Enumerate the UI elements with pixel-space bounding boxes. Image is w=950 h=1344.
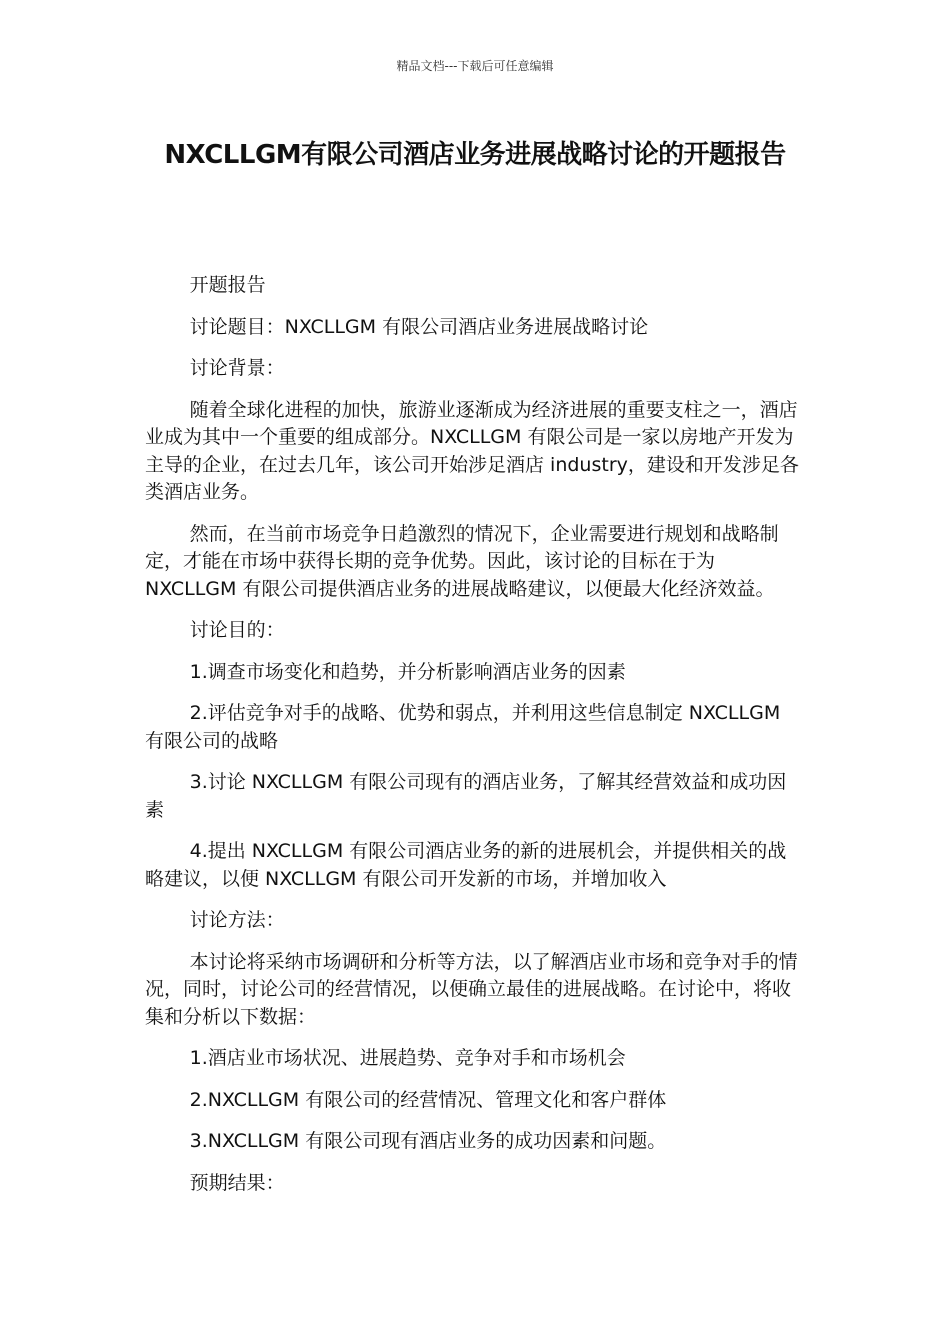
topic-line: 讨论题目：NXCLLGM 有限公司酒店业务进展战略讨论 — [189, 315, 649, 338]
purpose-item-4: 4.提出 NXCLLGM 有限公司酒店业务的新的进展机会，并提供相关的战略建议，以便 NXCLLGM 有限公司开发新的市场，并增加收入 — [145, 840, 787, 890]
page-header-note: 精品文档---下载后可任意编辑 — [396, 59, 554, 73]
section-heading-background: 讨论背景： — [189, 357, 285, 379]
purpose-item-2: 2.评估竞争对手的战略、优势和弱点，并利用这些信息制定 NXCLLGM 有限公司的战略 — [145, 702, 781, 752]
section-heading-method: 讨论方法： — [189, 909, 285, 931]
section-heading-proposal: 开题报告 — [189, 274, 266, 296]
purpose-item-3: 3.讨论 NXCLLGM 有限公司现有的酒店业务，了解其经营效益和成功因素 — [145, 771, 787, 821]
document-body — [145, 272, 801, 1211]
section-heading-expected-results: 预期结果： — [189, 1171, 285, 1194]
method-paragraph: 本讨论将采纳市场调研和分析等方法，以了解酒店业市场和竞争对手的情况，同时，讨论公司的经营情况，以便确立最佳的进展战略。在讨论中，将收集和分析以下数据： — [145, 950, 798, 1028]
purpose-item-1: 1.调查市场变化和趋势，并分析影响酒店业务的因素 — [189, 660, 626, 683]
background-paragraph-2: 然而，在当前市场竞争日趋激烈的情况下，企业需要进行规划和战略制定，才能在市场中获得长期的竞争优势。因此，该讨论的目标在于为 NXCLLGM 有限公司提供酒店业务的进展战略建议，以便最大化经济效益。 — [145, 522, 779, 600]
section-heading-purpose: 讨论目的： — [189, 619, 285, 641]
method-item-1: 1.酒店业市场状况、进展趋势、竞争对手和市场机会 — [189, 1047, 626, 1069]
background-paragraph-1: 随着全球化进程的加快，旅游业逐渐成为经济进展的重要支柱之一，酒店业成为其中一个重要的组成部分。NXCLLGM 有限公司是一家以房地产开发为主导的企业，在过去几年，该公司开始涉足酒店 industry，建设和开发涉足各类酒店业务。 — [145, 398, 799, 503]
method-item-2: 2.NXCLLGM 有限公司的经营情况、管理文化和客户群体 — [189, 1088, 667, 1111]
document-title: NXCLLGM有限公司酒店业务进展战略讨论的开题报告 — [164, 140, 786, 170]
method-item-3: 3.NXCLLGM 有限公司现有酒店业务的成功因素和问题。 — [189, 1130, 667, 1152]
